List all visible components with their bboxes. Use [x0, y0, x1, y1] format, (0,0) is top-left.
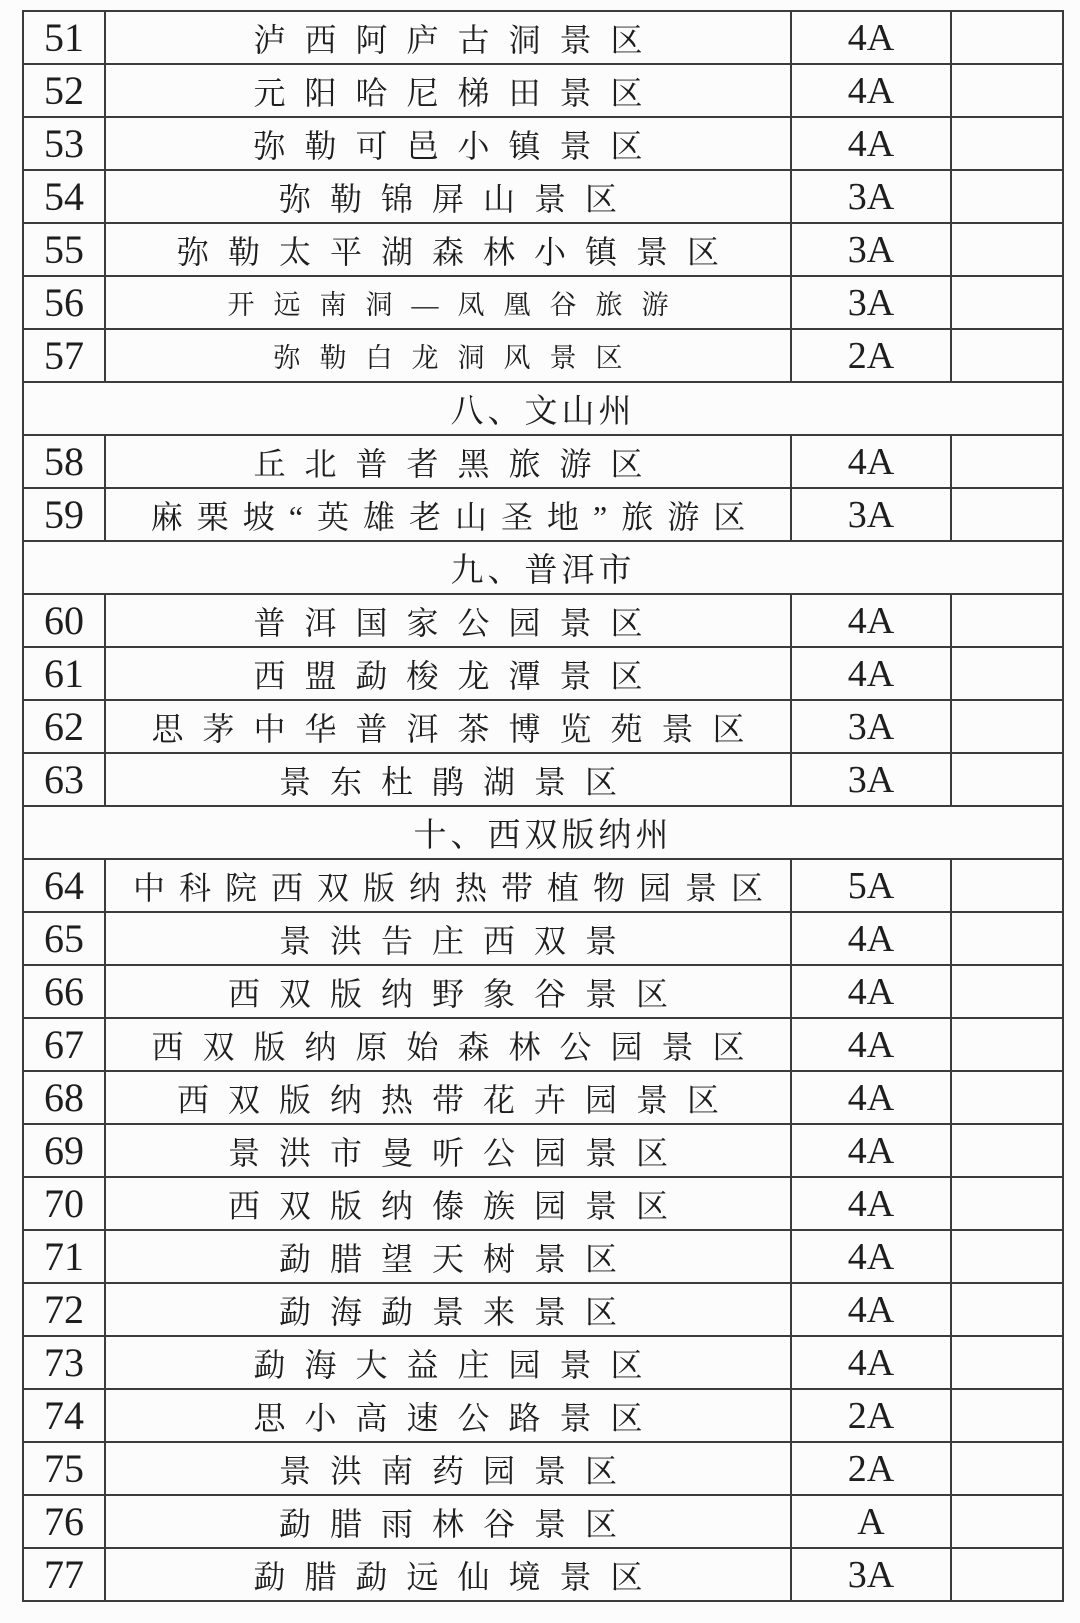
rating-cell: 4A: [791, 594, 951, 647]
table-row: [23, 64, 1063, 117]
scenic-area-name-cell: 西双版纳野象谷景区: [105, 965, 791, 1018]
rating-cell: 4A: [791, 1283, 951, 1336]
notes-cell: [951, 1283, 1063, 1336]
section-title: 九、普洱市: [23, 541, 1063, 594]
notes-cell: [951, 647, 1063, 700]
table-row: [23, 1389, 1063, 1442]
rating-cell: 4A: [791, 64, 951, 117]
row-number-cell: 64: [23, 859, 105, 912]
row-number-cell: 55: [23, 223, 105, 276]
scenic-area-name-cell: 西双版纳傣族园景区: [105, 1177, 791, 1230]
row-number-cell: 67: [23, 1018, 105, 1071]
section-row: [23, 806, 1063, 859]
notes-cell: [951, 1124, 1063, 1177]
table-row: [23, 859, 1063, 912]
rating-cell: A: [791, 1495, 951, 1548]
rating-cell: 3A: [791, 276, 951, 329]
row-number-cell: 65: [23, 912, 105, 965]
rating-cell: 2A: [791, 1389, 951, 1442]
row-number-cell: 59: [23, 488, 105, 541]
rating-cell: 4A: [791, 1071, 951, 1124]
table-row: [23, 1442, 1063, 1495]
rating-cell: 3A: [791, 170, 951, 223]
row-number-cell: 51: [23, 11, 105, 64]
scenic-area-name-cell: 景洪告庄西双景: [105, 912, 791, 965]
scenic-area-name-cell: 泸西阿庐古洞景区: [105, 11, 791, 64]
section-title: 十、西双版纳州: [23, 806, 1063, 859]
table-row: [23, 1495, 1063, 1548]
table-row: [23, 1018, 1063, 1071]
notes-cell: [951, 859, 1063, 912]
notes-cell: [951, 117, 1063, 170]
scenic-area-name-cell: 景洪南药园景区: [105, 1442, 791, 1495]
row-number-cell: 62: [23, 700, 105, 753]
rating-cell: 4A: [791, 1336, 951, 1389]
table-row: [23, 223, 1063, 276]
scenic-area-name-cell: 弥勒锦屏山景区: [105, 170, 791, 223]
notes-cell: [951, 1336, 1063, 1389]
row-number-cell: 57: [23, 329, 105, 382]
notes-cell: [951, 594, 1063, 647]
scenic-area-name-cell: 思小高速公路景区: [105, 1389, 791, 1442]
row-number-cell: 56: [23, 276, 105, 329]
row-number-cell: 52: [23, 64, 105, 117]
table-row: [23, 1548, 1063, 1601]
notes-cell: [951, 276, 1063, 329]
rating-cell: 5A: [791, 859, 951, 912]
row-number-cell: 74: [23, 1389, 105, 1442]
rating-cell: 3A: [791, 488, 951, 541]
notes-cell: [951, 1230, 1063, 1283]
row-number-cell: 76: [23, 1495, 105, 1548]
scenic-area-name-cell: 西双版纳热带花卉园景区: [105, 1071, 791, 1124]
row-number-cell: 71: [23, 1230, 105, 1283]
notes-cell: [951, 700, 1063, 753]
notes-cell: [951, 170, 1063, 223]
row-number-cell: 68: [23, 1071, 105, 1124]
rating-cell: 4A: [791, 1177, 951, 1230]
row-number-cell: 54: [23, 170, 105, 223]
rating-cell: 3A: [791, 753, 951, 806]
row-number-cell: 72: [23, 1283, 105, 1336]
table-row: [23, 170, 1063, 223]
scenic-area-name-cell: 弥勒太平湖森林小镇景区: [105, 223, 791, 276]
row-number-cell: 70: [23, 1177, 105, 1230]
rating-cell: 4A: [791, 435, 951, 488]
notes-cell: [951, 223, 1063, 276]
table-row: [23, 1177, 1063, 1230]
notes-cell: [951, 753, 1063, 806]
notes-cell: [951, 1495, 1063, 1548]
table-row: [23, 488, 1063, 541]
scenic-area-name-cell: 西盟勐梭龙潭景区: [105, 647, 791, 700]
notes-cell: [951, 965, 1063, 1018]
scenic-area-name-cell: 普洱国家公园景区: [105, 594, 791, 647]
rating-cell: 3A: [791, 223, 951, 276]
row-number-cell: 69: [23, 1124, 105, 1177]
section-row: [23, 382, 1063, 435]
table-row: [23, 329, 1063, 382]
section-row: [23, 541, 1063, 594]
notes-cell: [951, 1071, 1063, 1124]
scenic-area-name-cell: 开远南洞—凤凰谷旅游: [105, 276, 791, 329]
scenic-area-name-cell: 景东杜鹃湖景区: [105, 753, 791, 806]
row-number-cell: 60: [23, 594, 105, 647]
row-number-cell: 63: [23, 753, 105, 806]
rating-cell: 4A: [791, 1230, 951, 1283]
rating-cell: 4A: [791, 912, 951, 965]
scenic-area-name-cell: 勐腊望天树景区: [105, 1230, 791, 1283]
scenic-area-name-cell: 麻栗坡“英雄老山圣地”旅游区: [105, 488, 791, 541]
table-row: [23, 965, 1063, 1018]
table-row: [23, 435, 1063, 488]
scenic-area-table: [22, 10, 1064, 1602]
scenic-area-name-cell: 思茅中华普洱茶博览苑景区: [105, 700, 791, 753]
row-number-cell: 73: [23, 1336, 105, 1389]
row-number-cell: 75: [23, 1442, 105, 1495]
table-row: [23, 117, 1063, 170]
scenic-area-name-cell: 弥勒白龙洞风景区: [105, 329, 791, 382]
scenic-area-name-cell: 勐海大益庄园景区: [105, 1336, 791, 1389]
notes-cell: [951, 1018, 1063, 1071]
table-row: [23, 1124, 1063, 1177]
rating-cell: 3A: [791, 1548, 951, 1601]
rating-cell: 2A: [791, 1442, 951, 1495]
rating-cell: 4A: [791, 117, 951, 170]
table-row: [23, 594, 1063, 647]
table-row: [23, 700, 1063, 753]
table-row: [23, 753, 1063, 806]
notes-cell: [951, 1389, 1063, 1442]
rating-cell: 3A: [791, 700, 951, 753]
row-number-cell: 53: [23, 117, 105, 170]
rating-cell: 4A: [791, 1124, 951, 1177]
notes-cell: [951, 912, 1063, 965]
table-row: [23, 1071, 1063, 1124]
scenic-area-name-cell: 勐海勐景来景区: [105, 1283, 791, 1336]
table-row: [23, 647, 1063, 700]
scenic-area-name-cell: 丘北普者黑旅游区: [105, 435, 791, 488]
rating-cell: 4A: [791, 647, 951, 700]
table-row: [23, 11, 1063, 64]
table-row: [23, 1283, 1063, 1336]
notes-cell: [951, 329, 1063, 382]
row-number-cell: 58: [23, 435, 105, 488]
notes-cell: [951, 64, 1063, 117]
scenic-area-name-cell: 西双版纳原始森林公园景区: [105, 1018, 791, 1071]
notes-cell: [951, 488, 1063, 541]
row-number-cell: 66: [23, 965, 105, 1018]
table-row: [23, 1336, 1063, 1389]
table-body: [23, 11, 1063, 1601]
table-row: [23, 1230, 1063, 1283]
notes-cell: [951, 1548, 1063, 1601]
notes-cell: [951, 1442, 1063, 1495]
notes-cell: [951, 11, 1063, 64]
section-title: 八、文山州: [23, 382, 1063, 435]
scenic-area-name-cell: 景洪市曼听公园景区: [105, 1124, 791, 1177]
notes-cell: [951, 1177, 1063, 1230]
table-row: [23, 912, 1063, 965]
row-number-cell: 61: [23, 647, 105, 700]
scenic-area-name-cell: 勐腊勐远仙境景区: [105, 1548, 791, 1601]
scenic-area-name-cell: 中科院西双版纳热带植物园景区: [105, 859, 791, 912]
scenic-area-name-cell: 元阳哈尼梯田景区: [105, 64, 791, 117]
notes-cell: [951, 435, 1063, 488]
rating-cell: 4A: [791, 1018, 951, 1071]
rating-cell: 4A: [791, 965, 951, 1018]
table-row: [23, 276, 1063, 329]
scenic-area-name-cell: 勐腊雨林谷景区: [105, 1495, 791, 1548]
scenic-area-name-cell: 弥勒可邑小镇景区: [105, 117, 791, 170]
rating-cell: 4A: [791, 11, 951, 64]
row-number-cell: 77: [23, 1548, 105, 1601]
rating-cell: 2A: [791, 329, 951, 382]
